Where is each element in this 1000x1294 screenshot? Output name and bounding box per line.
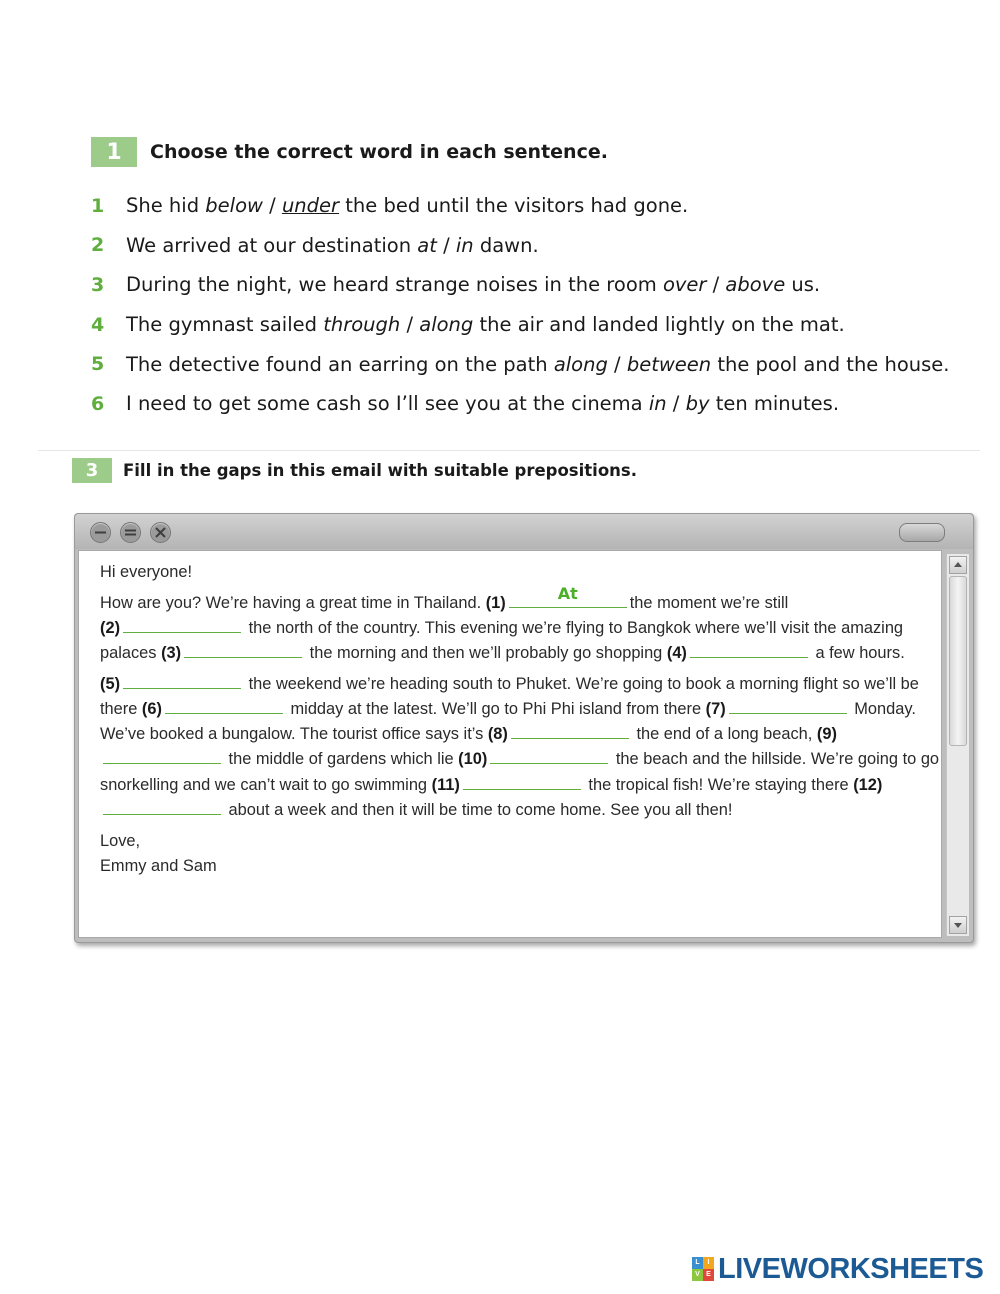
sentence-item bbox=[91, 265, 981, 305]
gap-number: (3) bbox=[161, 644, 182, 663]
sentence-text: She hid below / under the bed until the visitors had gone. bbox=[126, 194, 689, 218]
gap-number: (8) bbox=[487, 725, 508, 744]
gap-input[interactable] bbox=[463, 775, 581, 790]
sentence-text: We arrived at our destination at / in dawn. bbox=[126, 233, 539, 257]
email-paragraph-2: (5) the weekend we’re heading south to Phuket. We’re going to book a morning flight so we’ll be there (6) midday at the latest. We’ll go to Phi Phi island from there (7) Monday. We’ve booked a bungalow. The tourist office says it’s (8) the end of a long beach, (9) the middle of gardens which lie (10) the beach and the hillside. We’re going to go snorkelling and we can’t wait to go swimming (11) the tropical fish! We’re staying there (12) about a week and then it will be time to come home. See you all then! bbox=[100, 674, 940, 819]
item-number: 6 bbox=[91, 392, 105, 415]
gap-input[interactable] bbox=[123, 674, 241, 689]
email-window bbox=[74, 513, 974, 943]
gap-number: (7) bbox=[705, 700, 726, 719]
gap-input[interactable] bbox=[123, 618, 241, 633]
vertical-scrollbar[interactable] bbox=[946, 554, 969, 936]
email-paragraph-1: How are you? We’re having a great time in Thailand. (1) At the moment we’re still (2) the north of the country. This evening we’re flying to Bangkok where we’ll visit the amazing palaces (3) the morning and then we’ll probably go shopping (4) a few hours. bbox=[100, 591, 941, 667]
exercise-number-badge: 3 bbox=[72, 458, 112, 483]
email-greeting: Hi everyone! bbox=[100, 563, 193, 581]
email-signoff: Love, Emmy and Sam bbox=[100, 831, 217, 875]
exercise-instruction: Fill in the gaps in this email with suitable prepositions. bbox=[123, 461, 637, 480]
exercise-3-header bbox=[72, 458, 637, 483]
gap-input[interactable] bbox=[490, 749, 608, 764]
gap-input[interactable] bbox=[509, 583, 627, 608]
liveworksheets-logo[interactable] bbox=[692, 1254, 983, 1284]
sentence-item bbox=[91, 226, 981, 266]
logo-text: LIVEWORKSHEETS bbox=[718, 1252, 984, 1285]
sentence-text: The gymnast sailed through / along the air and landed lightly on the mat. bbox=[126, 313, 845, 337]
minimize-icon[interactable] bbox=[90, 522, 111, 543]
logo-icon: L I V E bbox=[692, 1257, 714, 1281]
sentence-text: During the night, we heard strange noises in the room over / above us. bbox=[126, 273, 821, 297]
gap-input[interactable] bbox=[690, 643, 808, 658]
gap-number: (10) bbox=[458, 750, 488, 769]
gap-number: (9) bbox=[816, 725, 837, 744]
gap-input[interactable] bbox=[165, 699, 283, 714]
gap-number: (4) bbox=[666, 644, 687, 663]
gap-answer: At bbox=[557, 583, 578, 603]
gap-number: (12) bbox=[853, 775, 883, 794]
gap-number: (1) bbox=[485, 593, 506, 612]
maximize-icon[interactable] bbox=[120, 522, 141, 543]
sentence-item bbox=[91, 344, 981, 384]
item-number: 2 bbox=[91, 234, 105, 257]
scroll-down-icon[interactable] bbox=[949, 916, 967, 934]
gap-input[interactable] bbox=[103, 749, 221, 764]
item-number: 4 bbox=[91, 313, 105, 336]
option-a[interactable]: through bbox=[323, 313, 401, 337]
scrollbar-thumb[interactable] bbox=[949, 576, 967, 746]
window-toolbar-toggle[interactable] bbox=[899, 523, 945, 542]
item-number: 1 bbox=[91, 194, 105, 217]
sentence-item bbox=[91, 384, 981, 424]
exercise-1-header bbox=[91, 137, 608, 167]
gap-number: (11) bbox=[431, 775, 460, 794]
option-b[interactable]: above bbox=[725, 273, 786, 297]
gap-input[interactable] bbox=[511, 724, 629, 739]
scroll-up-icon[interactable] bbox=[949, 556, 967, 574]
gap-input[interactable] bbox=[103, 800, 221, 815]
option-b[interactable]: by bbox=[685, 392, 710, 416]
option-b[interactable]: along bbox=[419, 313, 474, 337]
option-a[interactable]: in bbox=[648, 392, 667, 416]
sentence-list bbox=[91, 186, 981, 424]
option-a[interactable]: along bbox=[553, 352, 608, 376]
sentence-item bbox=[91, 186, 981, 226]
gap-number: (5) bbox=[100, 674, 121, 693]
option-a[interactable]: below bbox=[205, 194, 263, 218]
item-number: 5 bbox=[91, 353, 105, 376]
sentence-text: The detective found an earring on the path along / between the pool and the house. bbox=[126, 352, 950, 376]
exercise-number-badge: 1 bbox=[91, 137, 137, 167]
gap-input[interactable] bbox=[729, 699, 847, 714]
email-body bbox=[78, 550, 942, 938]
close-icon[interactable] bbox=[150, 522, 171, 543]
option-b[interactable]: in bbox=[455, 233, 474, 257]
item-number: 3 bbox=[91, 273, 105, 296]
gap-number: (6) bbox=[141, 700, 162, 719]
gap-number: (2) bbox=[100, 618, 121, 637]
gap-input[interactable] bbox=[184, 643, 302, 658]
sentence-text: I need to get some cash so I’ll see you at the cinema in / by ten minutes. bbox=[126, 392, 840, 416]
window-titlebar bbox=[75, 514, 973, 549]
option-a[interactable]: at bbox=[417, 233, 437, 257]
email-signature: Emmy and Sam bbox=[100, 856, 217, 875]
sentence-item bbox=[91, 305, 981, 345]
option-b[interactable]: between bbox=[626, 352, 712, 376]
option-a[interactable]: over bbox=[662, 273, 707, 297]
option-b[interactable]: under bbox=[281, 194, 340, 218]
section-divider bbox=[38, 450, 980, 451]
exercise-instruction: Choose the correct word in each sentence. bbox=[150, 141, 608, 163]
